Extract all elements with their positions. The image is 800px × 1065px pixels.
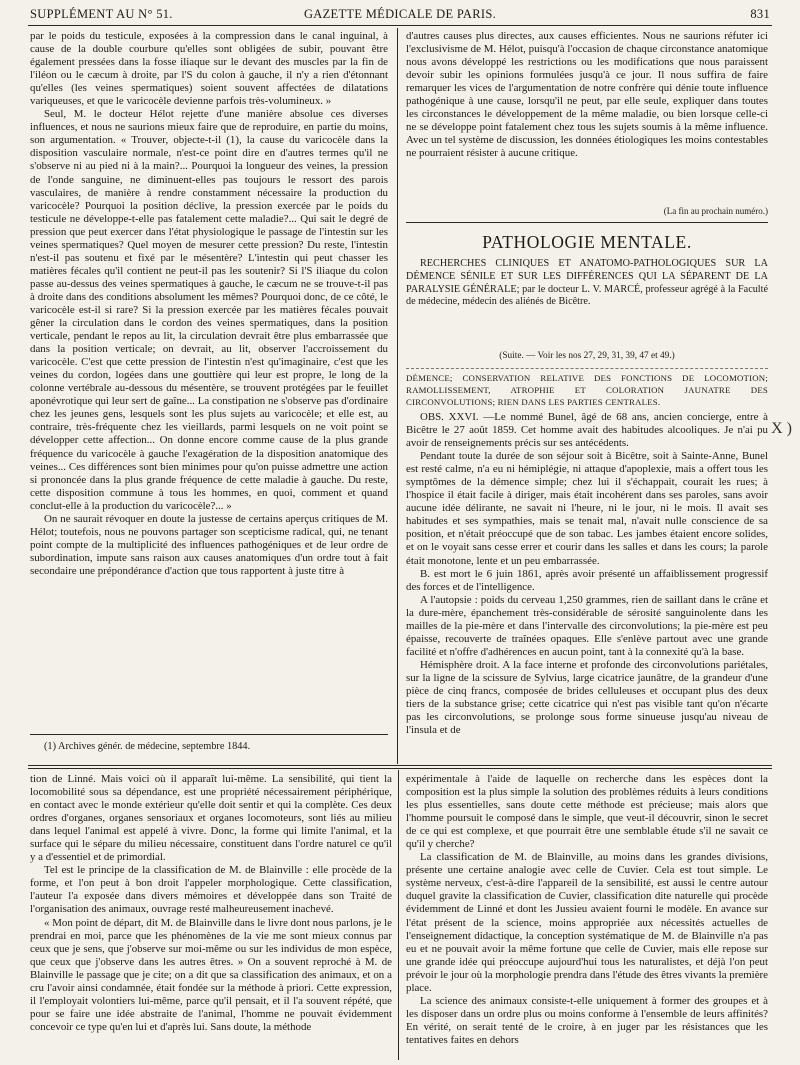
paragraph: « Mon point de départ, dit M. de Blainville dans le livre dont nous parlons, je le prendrai en moi, parce que les phénomènes de la vie me sont mieux connus par ceux que je sens, que j'observe sur moi-même ou sur les individus de mon espèce, que ceux que j'observe dans les autres êtres. » On a souvent reproché à M. de Blainville le passage que je cite; on a dit que sa classification des animaux, et on a cru l'avoir ainsi condamnée, était fondée sur la méthode à priori. Cette expression, il l'employait volontiers lui-même, parce qu'il pensait, et il l'a souvent répété, que pour se faire une idée abstraite de l'animal, l'homme ne pouvait évidemment concevoir ce type qu'en lui et d'après lui. Sans doute, la méthode <box>30 916 392 1033</box>
continued-note: (La fin au prochain numéro.) <box>663 206 768 216</box>
article-heading: RECHERCHES CLINIQUES ET ANATOMO-PATHOLOGIQUES SUR LA DÉMENCE SÉNILE ET SUR LES DIFFÉRENCES QUI LA SÉPARENT DE LA PARALYSIE GÉNÉRALE; par le docteur L. V. MARCÉ, professeur agrégé à la Faculté de médecine, médecin des aliénés de Bicêtre. <box>406 258 768 308</box>
top-left-column <box>30 30 388 713</box>
mid-rule <box>28 765 772 766</box>
footnote: (1) Archives génér. de médecine, septembre 1844. <box>44 741 251 752</box>
column-divider-bottom <box>398 770 399 1060</box>
observation-text <box>406 411 768 757</box>
top-right-column <box>406 30 768 200</box>
handwritten-margin-mark: X ) <box>771 420 792 437</box>
paragraph: Pendant toute la durée de son séjour soit à Bicêtre, soit à Sainte-Anne, Bunel est resté calme, n'a eu ni hémiplégie, ni attaque d'apoplexie, mais a offert tous les symptômes de la démence simple; chez lui il s'échappait, courait les rues; à l'hospice il était facile à diriger, mais était incohérent dans ses paroles, sans avoir aucune idée délirante, ne savait ni l'heure, ni le jour, ni le mois. Il avait ses habitudes et ses sympathies, mais se tenait mal, n'avait nulle conscience de sa position, et n'était préoccupé que de son tabac. Les jambes étaient encore solides, et on le voyait sans cesse errer et courir dans les salles et dans les cours; la parole était monotone, lente et un peu embarrassée. <box>406 450 768 567</box>
paragraph: tion de Linné. Mais voici où il apparaît lui-même. La sensibilité, qui tient la locomobilité sous sa dépendance, est une propriété nécessairement périphérique, en contact avec le monde extérieur qu'elle doit sentir et qui la complète. Ces deux ordres d'organes, organes sensoriaux et organes locomoteurs, sont liés au milieu dans lequel l'animal est appelé à vivre. Donc, la forme qui limite l'animal, et la surface qui le sépare du milieu nécessaire, constituent dans l'ordre naturel ce qu'il y a d'essentiel et de primordial. <box>30 773 392 864</box>
dashed-rule <box>406 368 768 369</box>
paragraph: Tel est le principe de la classification de M. de Blainville : elle procède de la forme, et l'on peut à bon droit l'appeler morphologique. Cette classification, l'auteur l'a exposée dans divers mémoires et développée dans son Traité de l'organisation des animaux, ouvrage resté malheureusement inachevé. <box>30 864 392 916</box>
mid-rule-double <box>28 768 772 769</box>
section-title: PATHOLOGIE MENTALE. <box>482 232 692 252</box>
section-rule <box>406 222 768 223</box>
column-divider <box>397 28 398 764</box>
supplement-label: SUPPLÉMENT AU N° 51. <box>30 7 173 21</box>
paragraph: OBS. XXVI. —Le nommé Bunel, âgé de 68 ans, ancien concierge, entre à Bicêtre le 27 août 1859. Cet homme avait des habitudes alcooliques. Je n'ai pu avoir de renseignements précis sur ses antécédents. <box>406 411 768 450</box>
bottom-left-column <box>30 773 392 1060</box>
paragraph: d'autres causes plus directes, aux causes efficientes. Nous ne saurions réfuter ici l'exclusivisme de M. Hélot, puisqu'à l'occasion de chaque circonstance anatomique nous avons développé les restrictions ou les modifications que nous paraissent devoir subir les opinions formulées jusqu'à ce jour. Il nous suffira de faire remarquer les vices de l'argumentation de notre confrère qui dénie toute influence pathogénique à une cause, lorsqu'il ne peut, par elle seule, expliquer dans toutes les circonstances le développement de la même maladie, ou bien lorsque celle-ci ne se développe point fatalement chez tous les sujets soumis à la même influence. Avec un tel système de discussion, les données étiologiques les moins contestables ne pourraient résister à aucune critique. <box>406 30 768 160</box>
subheading: DÉMENCE; CONSERVATION RELATIVE DES FONCTIONS DE LOCOMOTION; RAMOLLISSEMENT, ATROPHIE ET COLORATION JAUNATRE DES CIRCONVOLUTIONS; RIEN DANS LES PARTIES CENTRALES. <box>406 373 768 407</box>
running-header <box>30 5 770 27</box>
paragraph: Seul, M. le docteur Hélot rejette d'une manière absolue ces diverses influences, et nous ne saurions mieux faire que de reproduire, en partie du moins, son argumentation. « Trouver, objecte-t-il (1), la cause du varicocèle dans la disposition vasculaire normale, n'est-ce point dire en d'autres termes qu'il ne s'observe ni au pied ni à la main?... Pourquoi la longueur des veines, la pression de l'onde sanguine, ne diminuent-elles pas toujours le ressort des parois vasculaires, de manière à rendre constamment nécessaire la production du varicocèle? Pourquoi la position déclive, la pression exercée par le poids du testicule ne développe-t-elle pas fatalement cette maladie?... Qui sait le degré de pression que peut exercer dans l'état physiologique le passage de l'intestin sur les veines spermatiques? Quel moyen de mesurer cette pression? Du reste, l'intestin n'est-il pas soutenu et fixé par le mésentère? L'intestin qui peut chasser les matières fécales qu'il contient ne peut-il pas les soutenir? Si l'S iliaque du colon passe au-dessus des veines spermatiques à gauche, le cæcum ne se trouve-t-il pas à droite dans des conditions absolument les mêmes? Pourquoi donc, de ce côté, le varicocèle est-il si rare? Si la pression exercée par les matières fécales pouvait gêner la circulation dans le cordon des veines spermatiques, dans la position verticale, pendant le repos au lit, la circulation devrait être plus embarrassée que dans la position verticale; on devrait, au lit, observer l'accroissement du varicocèle. C'est que cette pression de l'intestin n'est qu'imaginaire, c'est que les veines du cordon, logées dans une gouttière qui leur est propre, le long de la colonne vertébrale au-dessous du mésentère, se trouvent protégées par le feuillet aponévrotique qui leur sert de gaîne... La constipation ne s'observe pas d'ordinaire chez les jeunes gens, lesquels sont les plus sujets au varicocèle; et elle est, au contraire, très-fréquente chez les vieillards, parmi lesquels on ne voit point se développer cette affection... On donne encore comme cause de la plus grande fréquence du varicocèle à gauche l'exagération de la disposition anatomique des veines... Ces différences sont bien minimes pour qu'on puisse admettre une action si prononcée dans la plus grande fréquence de cette maladie à gauche. Du reste, cette disposition commune à tous les hommes, en quoi, comment et quand conclut-elle à la production du varicocèle?... » <box>30 108 388 512</box>
paragraph: La classification de M. de Blainville, au moins dans les grandes divisions, présente une certaine analogie avec celle de Cuvier. Cela est tout simple. Le système nerveux, c'est-à-dire l'appareil de la sensibilité, est aussi le centre autour duquel gravite la classification de Cuvier, classification dite naturelle qui procède évidemment de Linné et dont les Jussieu avaient fourni le modèle. En avance sur l'état présent de la science, moins appropriée aux nécessités actuelles de l'enseignement didactique, la conception systématique de M. de Blainville n'a pas eu et ne pouvait avoir la même fortune que celle de Cuvier, mais elle repose sur une grande idée qui préoccupe aujourd'hui tous les naturalistes, et déjà l'on peut prévoir le jour où la morphologie prendra dans l'étude des êtres vivants la première place. <box>406 851 768 994</box>
journal-title: GAZETTE MÉDICALE DE PARIS. <box>303 7 497 21</box>
footnote-rule <box>30 734 388 735</box>
paragraph: B. est mort le 6 juin 1861, après avoir présenté un affaiblissement progressif des forces et de l'intelligence. <box>406 567 768 593</box>
paragraph: par le poids du testicule, exposées à la compression dans le canal inguinal, à cause de la double courbure qu'elles sont obligées de subir, pouvant être également pressées dans la fosse iliaque sur le devant des muscles par la fin de l'iléon ou le cæcum à droite, par l'S du colon à gauche, il n'y a rien d'étonnant qu'elles (les veines spermatiques) soient souvent affectées de dilatations variqueuses, et que le varicocèle devienne parfois très-volumineux. » <box>30 30 388 108</box>
header-rule <box>28 25 772 26</box>
page-number: 831 <box>750 7 770 21</box>
paragraph: A l'autopsie : poids du cerveau 1,250 grammes, rien de saillant dans le crâne et la dure-mère, épanchement très-considérable de sérosité sanguinolente dans les mailles de la pie-mère et dans l'intervalle des circonvolutions; la pie-mère est peu épaisse, recouverte de traînées opaques. Elle s'enlève partout avec une grande facilité et n'offre d'adhérences en aucun point, tant à la connexité qu'à la base. <box>406 593 768 658</box>
paragraph: On ne saurait révoquer en doute la justesse de certains aperçus critiques de M. Hélot; toutefois, nous ne pouvons partager son scepticisme radical, qui, ne tenant point compte de la multiplicité des influences pathogéniques et de leur ordre de subordination, impute sans raison aux causes anatomiques d'un ordre tout à fait secondaire une prépondérance d'action que tous rapportent à juste titre à <box>30 512 388 577</box>
suite-note: (Suite. — Voir les nos 27, 29, 31, 39, 47 et 49.) <box>499 351 675 361</box>
paragraph: Hémisphère droit. A la face interne et profonde des circonvolutions pariétales, sur la ligne de la scissure de Sylvius, large cicatrice jaunâtre, de la grandeur d'une pièce de cinq francs, composée de brides celluleuses et occupant plus des deux tiers de la substance grise; cette cicatrice qui n'est pas visible tant qu'on n'écarte pas les circonvolutions, se prolonge sous forme sinueuse jusqu'au niveau de l'insula et de <box>406 658 768 737</box>
bottom-right-column <box>406 773 768 1060</box>
paragraph: expérimentale à l'aide de laquelle on recherche dans les espèces dont la composition est la plus simple la solution des problèmes réduits à leurs conditions les plus essentielles, sans doute cette méthode est précieuse; mais alors que l'homme poursuit le composé dans le simple, que veut-il découvrir, sinon le secret de ce qui est complexe, et que pourrait être une semblable étude s'il ne savait ce qu'il y cherche? <box>406 773 768 851</box>
paragraph: La science des animaux consiste-t-elle uniquement à former des groupes et à les disposer dans un ordre plus ou moins conforme à l'ensemble de leurs affinités? En vérité, on serait tenté de le croire, à en juger par les résistances que les tentatives faites en dehors <box>406 994 768 1046</box>
